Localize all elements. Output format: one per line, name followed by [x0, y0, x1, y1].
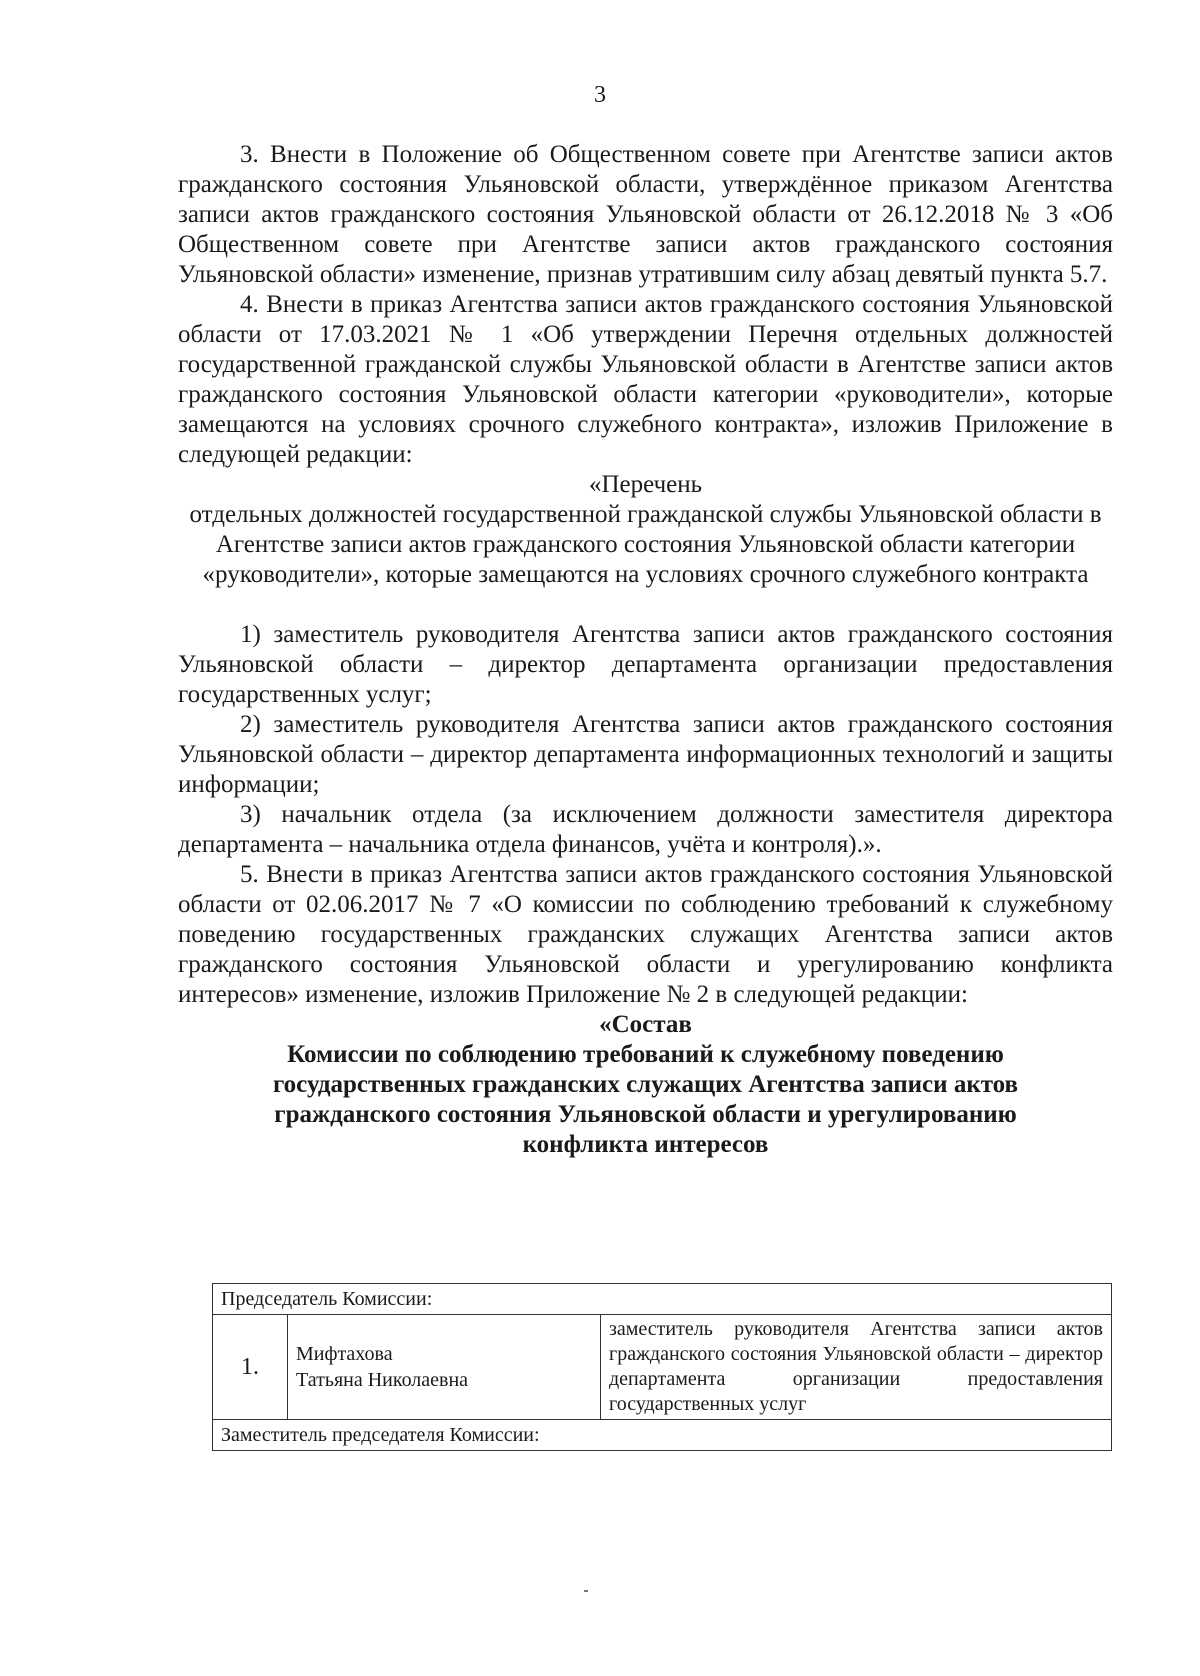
member-given-names: Татьяна Николаевна [296, 1369, 469, 1391]
spacer [178, 590, 1113, 620]
paragraph-4: 4. Внести в приказ Агентства записи актов гражданского состояния Ульяновской области от 17.03.2021 № 1 «Об утверждении Перечня отдельных должностей государственной гражданской службы Ульяновской области в Агентстве записи актов гражданского состояния Ульяновской области категории «руководители», которые замещаются на условиях срочного служебного контракта», изложив Приложение в следующей редакции: [178, 291, 1113, 468]
section-deputy-chairman: Заместитель председателя Комиссии: [213, 1420, 1112, 1451]
list-item-3: 3) начальник отдела (за исключением должности заместителя директора департамента – начальника отдела финансов, учёта и контроля).». [178, 801, 1113, 858]
list-item-1: 1) заместитель руководителя Агентства записи актов гражданского состояния Ульяновской области – директор департамента организации предоставления государственных услуг; [178, 621, 1113, 708]
commission-table [212, 1283, 1112, 1451]
list-subtitle: отдельных должностей государственной гражданской службы Ульяновской области в Агентстве записи актов гражданского состояния Ульяновской области категории «руководители», которые замещаются на условиях срочного служебного контракта [189, 501, 1102, 588]
table-row [213, 1315, 1112, 1420]
document-body [178, 140, 1113, 1160]
table-section-row [213, 1284, 1112, 1315]
member-name [288, 1315, 601, 1420]
paragraph-5: 5. Внести в приказ Агентства записи актов гражданского состояния Ульяновской области от 02.06.2017 № 7 «О комиссии по соблюдению требований к служебному поведению государственных гражданских служащих Агентства записи актов гражданского состояния Ульяновской области и урегулированию конфликта интересов» изменение, изложив Приложение № 2 в следующей редакции: [178, 861, 1113, 1008]
member-position: заместитель руководителя Агентства записи актов гражданского состояния Ульяновской области – директор департамента организации предоставления государственных услуг [601, 1315, 1112, 1420]
table-section-row [213, 1420, 1112, 1451]
list-item-2: 2) заместитель руководителя Агентства записи актов гражданского состояния Ульяновской области – директор департамента информационных технологий и защиты информации; [178, 711, 1113, 798]
commission-title: «Состав [599, 1011, 692, 1038]
scan-dot [584, 1590, 588, 1592]
list-title: «Перечень [588, 471, 703, 498]
commission-subtitle: Комиссии по соблюдению требований к служебному поведению государственных гражданских служащих Агентства записи актов гражданского состояния Ульяновской области и урегулированию конфликта интересов [272, 1041, 1019, 1158]
page-number: 3 [594, 82, 606, 108]
row-number: 1. [213, 1315, 288, 1420]
section-chairman: Председатель Комиссии: [213, 1284, 1112, 1315]
paragraph-3: 3. Внести в Положение об Общественном совете при Агентстве записи актов гражданского состояния Ульяновской области, утверждённое приказом Агентства записи актов гражданского состояния Ульяновской области от 26.12.2018 № 3 «Об Общественном совете при Агентстве записи актов гражданского состояния Ульяновской области» изменение, признав утратившим силу абзац девятый пункта 5.7. [178, 141, 1113, 288]
member-surname: Мифтахова [296, 1343, 393, 1365]
